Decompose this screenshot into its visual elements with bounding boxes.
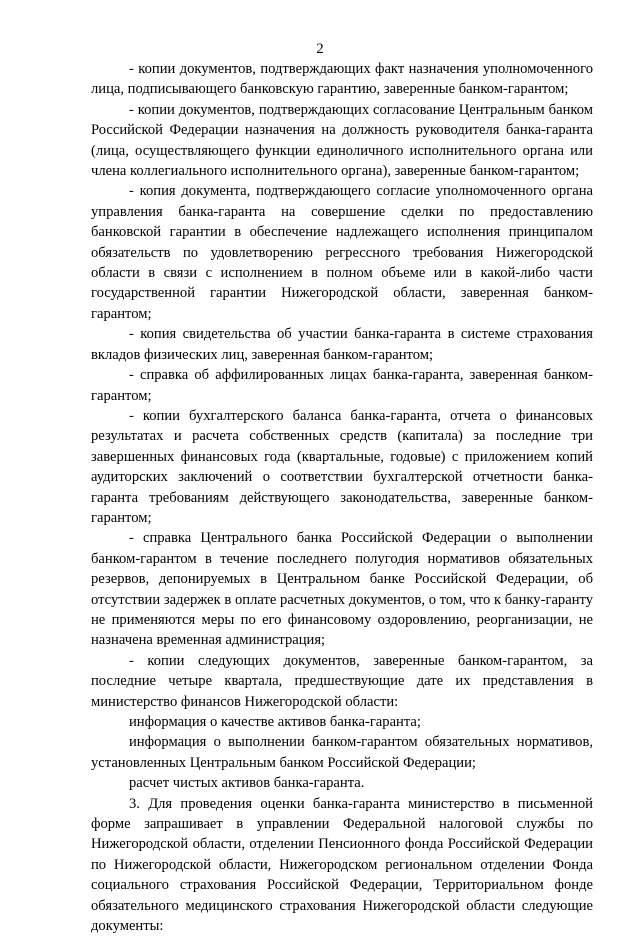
page-number: 2 (316, 41, 324, 57)
paragraph-6: - копии бухгалтерского баланса банка-гаранта, отчета о финансовых результатах и расчета собственных средств (капитала) за последние три завершенных финансовых года (квартальные, годовые) с приложением копий аудиторских заключений о соответствии бухгалтерской отчетности банка-гаранта требованиям действующего законодательства, заверенные банком-гарантом; (91, 407, 593, 526)
paragraph-2: - копии документов, подтверждающих согласование Центральным банком Российской Федерации назначения на должность руководителя банка-гаранта (лица, осуществляющего функции единоличного исполнительного органа или члена коллегиального исполнительного органа), заверенные банком-гарантом; (91, 101, 593, 180)
paragraph-5: - справка об аффилированных лицах банка-гаранта, заверенная банком-гарантом; (91, 367, 593, 404)
paragraph-3: - копия документа, подтверждающего согласие уполномоченного органа управления банка-гаранта на совершение сделки по предоставлению банковской гарантии в обеспечение надлежащего исполнения принципалом обязательств по удовлетворению регрессного требования Нижегородской области в связи с исполнением в полном объеме или в какой-либо части государственной гарантии Нижегородской области, заверенная банком-гарантом; (91, 183, 593, 322)
paragraph-12: 3. Для проведения оценки банка-гаранта министерство в письменной форме запрашивает в управлении Федеральной налоговой службы по Нижегородской области, отделении Пенсионного фонда Российской Федерации по Нижегородской области, Нижегородском региональном отделении Фонда социального страхования Российской Федерации, Территориальном фонде обязательного медицинского страхования Нижегородской области следующие документы: (91, 795, 593, 935)
document-body (91, 59, 593, 936)
paragraph-11: расчет чистых активов банка-гаранта. (129, 775, 365, 792)
paragraph-7: - справка Центрального банка Российской Федерации о выполнении банком-гарантом в течение последнего полугодия нормативов обязательных резервов, депонируемых в Центральном банке Российской Федерации, об отсутствии задержек в оплате расчетных документов, о том, что к банку-гаранту не применяются меры по его финансовому оздоровлению, реорганизации, не назначена временная администрация; (91, 530, 593, 649)
paragraph-8: - копии следующих документов, заверенные банком-гарантом, за последние четыре квартала, предшествующие дате их представления в министерство финансов Нижегородской области: (91, 652, 593, 710)
paragraph-10: информация о выполнении банком-гарантом обязательных нормативов, установленных Центральным банком Российской Федерации; (91, 734, 593, 771)
paragraph-9: информация о качестве активов банка-гаранта; (129, 714, 421, 730)
paragraph-4: - копия свидетельства об участии банка-гаранта в системе страхования вкладов физических лиц, заверенная банком-гарантом; (91, 326, 593, 363)
paragraph-1: - копии документов, подтверждающих факт назначения уполномоченного лица, подписывающего банковскую гарантию, заверенные банком-гарантом; (91, 61, 593, 98)
